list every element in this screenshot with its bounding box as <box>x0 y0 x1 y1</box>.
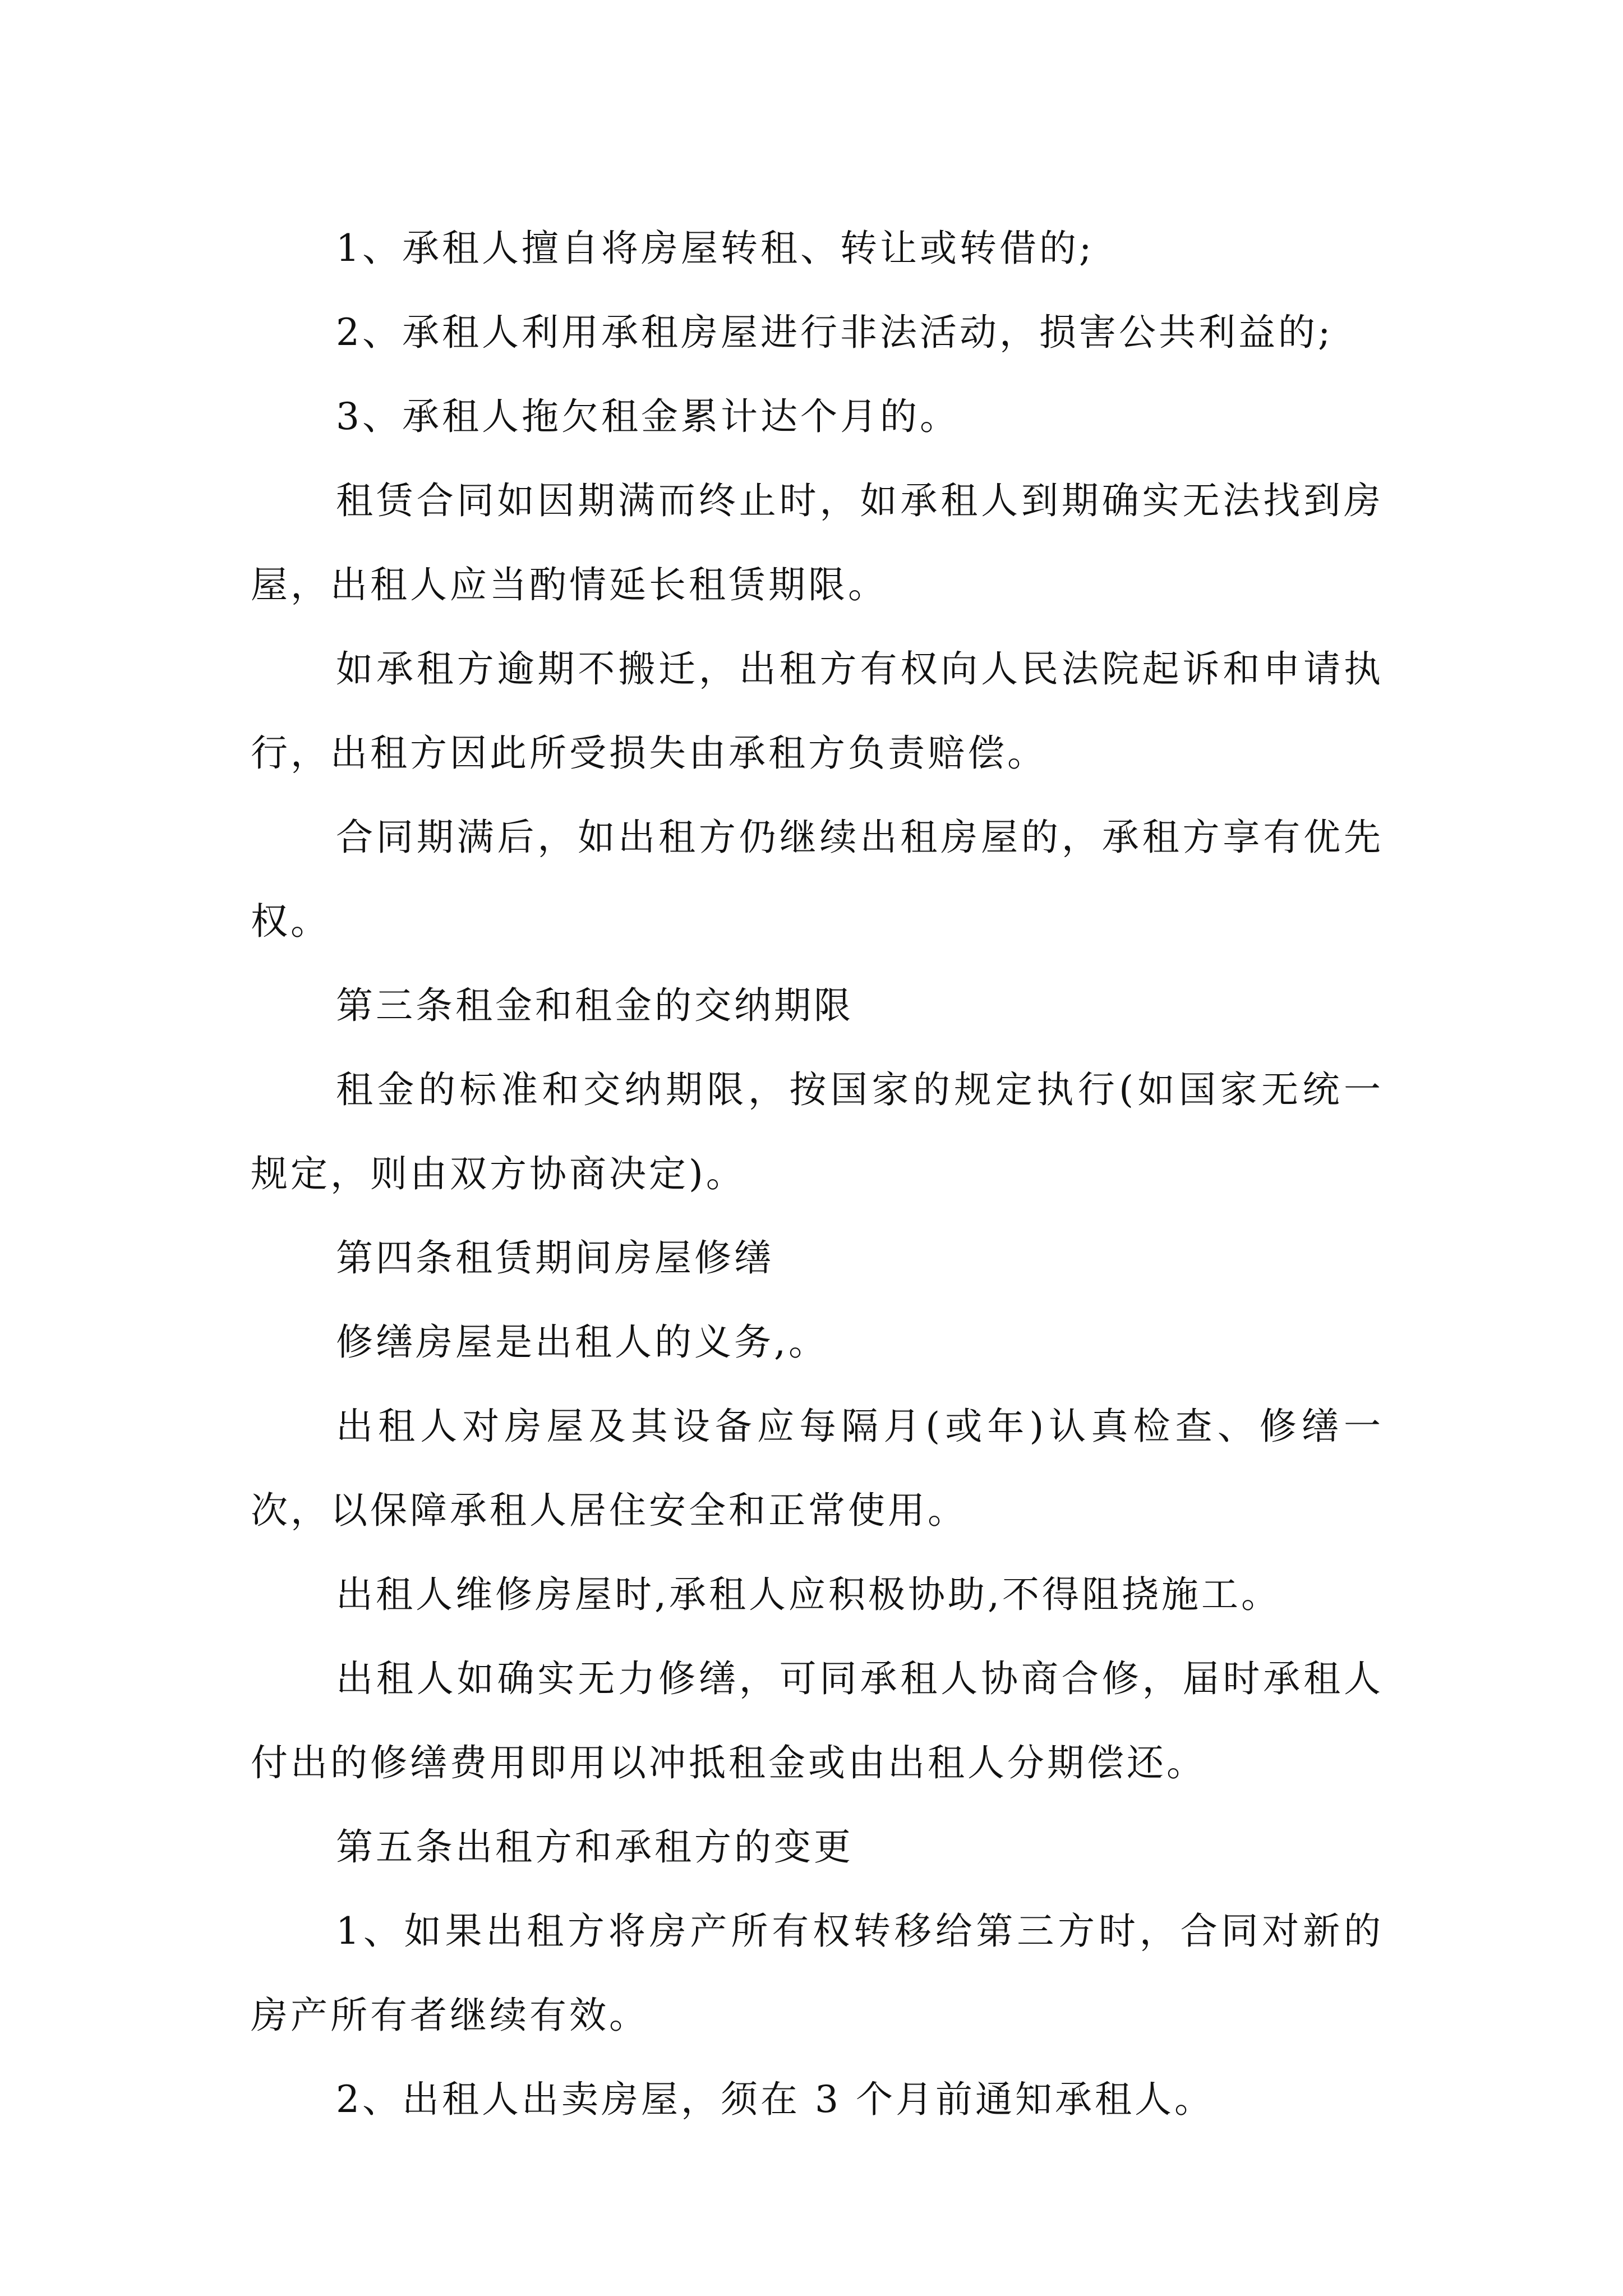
paragraph-sale-notice: 2、出租人出卖房屋，须在 3 个月前通知承租人。 <box>336 2078 1214 2121</box>
paragraph-lease-expiry: 租赁合同如因期满而终止时，如承租人到期确实无法找到房屋，出租人应当酌情延长租赁期限。 <box>251 479 1384 606</box>
paragraph-clause-item-1: 1、承租人擅自将房屋转租、转让或转借的; <box>336 227 1095 270</box>
paragraph-ownership-transfer: 1、如果出租方将房产所有权转移给第三方时，合同对新的房产所有者继续有效。 <box>251 1910 1384 2037</box>
paragraph-joint-repair: 出租人如确实无力修缮，可同承租人协商合修，届时承租人付出的修缮费用即用以冲抵租金或由出租人分期偿还。 <box>251 1657 1384 1784</box>
paragraph-repair-duty: 修缮房屋是出租人的义务,。 <box>336 1320 828 1364</box>
paragraph-clause-item-2: 2、承租人利用承租房屋进行非法活动，损害公共利益的; <box>336 311 1334 354</box>
heading-article-5: 第五条出租方和承租方的变更 <box>336 1825 854 1869</box>
heading-article-3: 第三条租金和租金的交纳期限 <box>336 984 854 1027</box>
paragraph-priority-right: 合同期满后，如出租方仍继续出租房屋的，承租方享有优先权。 <box>251 816 1384 943</box>
document-page <box>251 206 1384 2142</box>
heading-article-4: 第四条租赁期间房屋修缮 <box>336 1236 774 1280</box>
paragraph-periodic-inspection: 出租人对房屋及其设备应每隔月(或年)认真检查、修缮一次，以保障承租人居住安全和正常使用。 <box>251 1405 1384 1532</box>
paragraph-overdue-relocation: 如承租方逾期不搬迁，出租方有权向人民法院起诉和申请执行，出租方因此所受损失由承租方负责赔偿。 <box>251 647 1384 775</box>
paragraph-clause-item-3: 3、承租人拖欠租金累计达个月的。 <box>336 395 960 438</box>
paragraph-repair-cooperation: 出租人维修房屋时,承租人应积极协助,不得阻挠施工。 <box>336 1573 1281 1616</box>
paragraph-rent-standard: 租金的标准和交纳期限，按国家的规定执行(如国家无统一规定，则由双方协商决定)。 <box>251 1068 1384 1195</box>
